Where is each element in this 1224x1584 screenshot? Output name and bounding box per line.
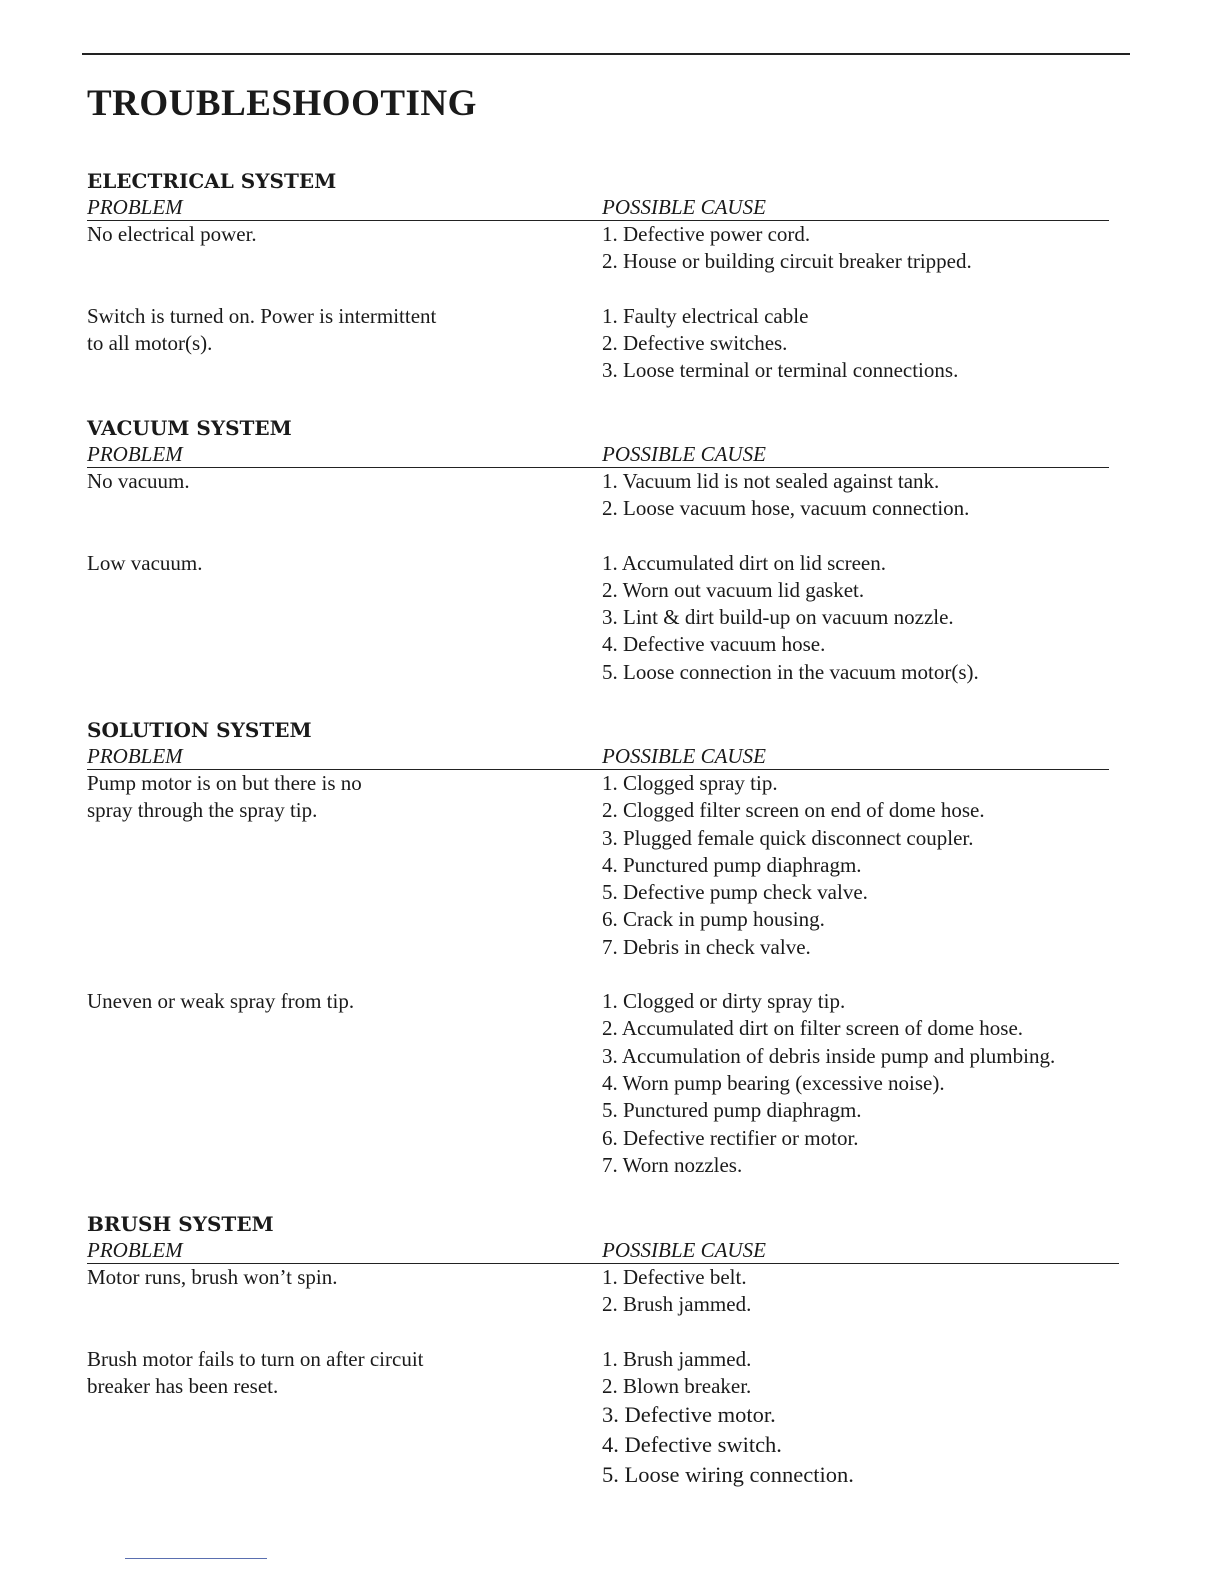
- cause-list: [602, 550, 1127, 686]
- troubleshooting-entry: [87, 468, 1127, 523]
- cause-item: 5. Defective pump check valve.: [602, 880, 868, 905]
- problem-text: Motor runs, brush won’t spin.: [87, 1265, 338, 1289]
- top-rule: [82, 53, 1130, 55]
- cause-item: 2. Blown breaker.: [602, 1373, 752, 1398]
- cause-item: 2. House or building circuit breaker tripped.: [602, 249, 972, 274]
- cause-item: 7. Debris in check valve.: [602, 934, 811, 959]
- section-title: VACUUM SYSTEM: [87, 416, 292, 440]
- section-brush: [87, 1211, 1127, 1490]
- section-title: SOLUTION SYSTEM: [87, 718, 312, 742]
- cause-item: 2. Clogged filter screen on end of dome hose.: [602, 798, 985, 823]
- problem-text: Brush motor fails to turn on after circuit breaker has been reset.: [87, 1346, 424, 1398]
- section-solution: [87, 717, 1127, 1179]
- cause-column-header: POSSIBLE CAUSE: [602, 442, 766, 466]
- cause-list: [602, 1264, 1127, 1319]
- problem-text: No electrical power.: [87, 222, 257, 246]
- cause-item: 1. Defective power cord.: [602, 222, 811, 246]
- cause-item: 2. Defective switches.: [602, 330, 788, 355]
- problem-text: No vacuum.: [87, 469, 190, 493]
- troubleshooting-entry: [87, 988, 1127, 1179]
- column-header-row: [87, 441, 1127, 468]
- cause-item: 1. Clogged or dirty spray tip.: [602, 989, 846, 1014]
- problem-column-header: PROBLEM: [87, 195, 183, 219]
- column-header-row: [87, 743, 1127, 770]
- troubleshooting-entry: [87, 303, 1127, 385]
- cause-item: 3. Defective motor.: [602, 1402, 776, 1428]
- cause-column-header: POSSIBLE CAUSE: [602, 195, 766, 219]
- cause-list: [602, 221, 1127, 276]
- column-header-row: [87, 194, 1127, 221]
- problem-text: Pump motor is on but there is no spray through the spray tip.: [87, 771, 362, 823]
- troubleshooting-entry: [87, 550, 1127, 686]
- page-title: TROUBLESHOOTING: [87, 83, 477, 124]
- cause-item: 6. Crack in pump housing.: [602, 907, 825, 932]
- troubleshooting-entry: [87, 1264, 1127, 1319]
- cause-item: 5. Loose wiring connection.: [602, 1462, 854, 1488]
- cause-item: 1. Faulty electrical cable: [602, 303, 809, 328]
- cause-item: 1. Vacuum lid is not sealed against tank.: [602, 469, 940, 493]
- cause-list: [602, 1346, 1127, 1491]
- cause-item: 3. Lint & dirt build-up on vacuum nozzle.: [602, 605, 954, 630]
- cause-item: 5. Punctured pump diaphragm.: [602, 1098, 862, 1123]
- cause-item: 3. Plugged female quick disconnect coupler.: [602, 825, 974, 850]
- column-header-row: [87, 1237, 1127, 1264]
- cause-item: 6. Defective rectifier or motor.: [602, 1125, 859, 1150]
- cause-item: 1. Defective belt.: [602, 1265, 747, 1289]
- cause-list: [602, 770, 1127, 961]
- cause-item: 3. Loose terminal or terminal connections.: [602, 358, 959, 383]
- cause-item: 1. Brush jammed.: [602, 1346, 752, 1371]
- section-vacuum: [87, 415, 1127, 686]
- cause-item: 2. Accumulated dirt on filter screen of dome hose.: [602, 1016, 1024, 1041]
- cause-column-header: POSSIBLE CAUSE: [602, 744, 766, 768]
- cause-item: 2. Brush jammed.: [602, 1292, 752, 1317]
- cause-item: 4. Punctured pump diaphragm.: [602, 852, 862, 877]
- problem-text: Low vacuum.: [87, 550, 203, 575]
- section-electrical: [87, 168, 1127, 384]
- troubleshooting-entry: [87, 221, 1127, 276]
- problem-text: Uneven or weak spray from tip.: [87, 989, 355, 1014]
- cause-item: 3. Accumulation of debris inside pump and plumbing.: [602, 1043, 1056, 1068]
- cause-list: [602, 468, 1127, 523]
- bottom-underline-mark: [125, 1558, 267, 1559]
- section-title: ELECTRICAL SYSTEM: [87, 169, 337, 193]
- cause-list: [602, 303, 1127, 385]
- section-title: BRUSH SYSTEM: [87, 1212, 274, 1236]
- cause-item: 5. Loose connection in the vacuum motor(s).: [602, 659, 979, 684]
- cause-list: [602, 988, 1127, 1179]
- cause-item: 1. Accumulated dirt on lid screen.: [602, 550, 887, 575]
- cause-item: 1. Clogged spray tip.: [602, 771, 778, 795]
- problem-text: Switch is turned on. Power is intermittent to all motor(s).: [87, 303, 437, 355]
- problem-column-header: PROBLEM: [87, 1238, 183, 1262]
- problem-column-header: PROBLEM: [87, 744, 183, 768]
- troubleshooting-entry: [87, 1346, 1127, 1491]
- cause-column-header: POSSIBLE CAUSE: [602, 1238, 766, 1262]
- troubleshooting-entry: [87, 770, 1127, 961]
- cause-item: 2. Worn out vacuum lid gasket.: [602, 577, 865, 602]
- cause-item: 4. Defective switch.: [602, 1432, 782, 1458]
- problem-column-header: PROBLEM: [87, 442, 183, 466]
- cause-item: 7. Worn nozzles.: [602, 1152, 743, 1177]
- cause-item: 4. Worn pump bearing (excessive noise).: [602, 1070, 945, 1095]
- cause-item: 2. Loose vacuum hose, vacuum connection.: [602, 496, 970, 521]
- cause-item: 4. Defective vacuum hose.: [602, 632, 826, 657]
